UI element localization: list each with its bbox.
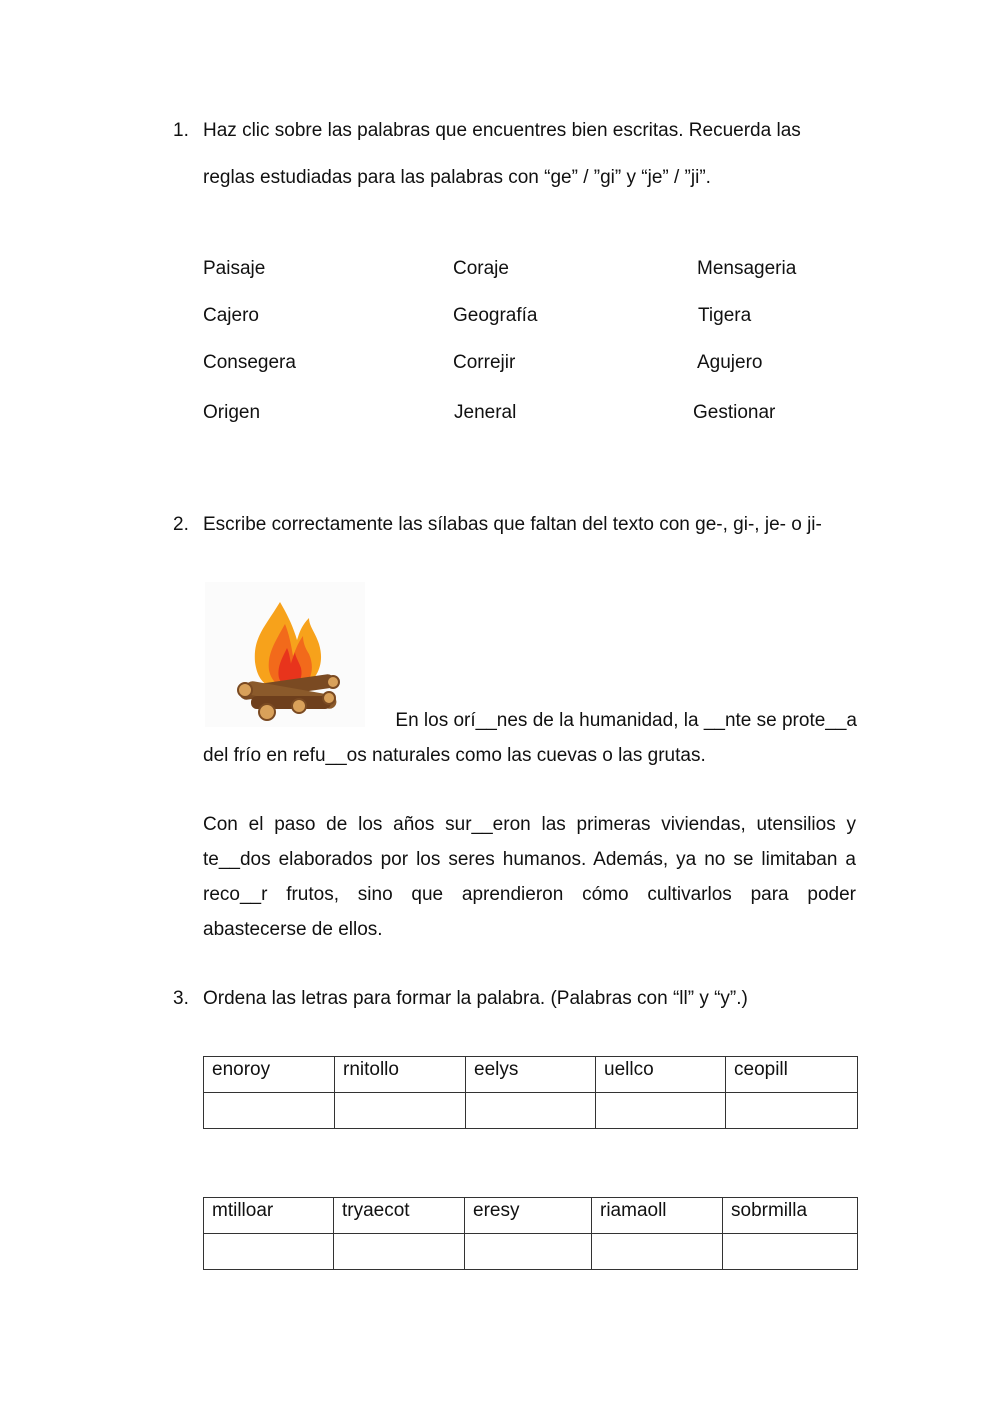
scrambled-word: rnitollo bbox=[335, 1057, 466, 1093]
word-option[interactable]: Cajero bbox=[203, 305, 259, 326]
q3-number: 3. bbox=[173, 988, 189, 1009]
answer-input[interactable] bbox=[596, 1093, 725, 1128]
word-option[interactable]: Tigera bbox=[698, 305, 752, 326]
scramble-row bbox=[204, 1198, 858, 1234]
scrambled-word: uellco bbox=[596, 1057, 726, 1093]
q2-paragraph2: Con el paso de los años sur__eron las primeras viviendas, utensilios y te__dos elaborados por los seres humanos. Además, ya no se limitaban a reco__r frutos, sino que aprendieron cómo cultivarlos para poder abastecerse de ellos. bbox=[203, 814, 856, 940]
scrambled-word: riamaoll bbox=[592, 1198, 723, 1234]
word-option[interactable]: Paisaje bbox=[203, 258, 266, 279]
answer-cell bbox=[592, 1234, 723, 1270]
answer-cell bbox=[723, 1234, 858, 1270]
answer-input[interactable] bbox=[466, 1093, 595, 1128]
answer-input[interactable] bbox=[334, 1234, 464, 1269]
q2-text-line1: En los orí__nes de la humanidad, la __nte se prote__a bbox=[395, 710, 857, 731]
scramble-table-2 bbox=[203, 1197, 858, 1270]
answer-cell bbox=[465, 1234, 592, 1270]
answer-cell bbox=[334, 1234, 465, 1270]
q1-instruction-line2: reglas estudiadas para las palabras con “ge” / ”gi” y “je” / ”ji”. bbox=[203, 167, 711, 188]
scrambled-word: ceopill bbox=[726, 1057, 858, 1093]
q1-number: 1. bbox=[173, 120, 189, 141]
campfire-image bbox=[205, 582, 365, 727]
answer-cell bbox=[466, 1093, 596, 1129]
scrambled-word: mtilloar bbox=[204, 1198, 334, 1234]
answer-cell bbox=[335, 1093, 466, 1129]
q3-instruction: Ordena las letras para formar la palabra. (Palabras con “ll” y “y”.) bbox=[203, 988, 748, 1009]
q2-instruction: Escribe correctamente las sílabas que faltan del texto con ge-, gi-, je- o ji- bbox=[203, 514, 822, 535]
word-option[interactable]: Agujero bbox=[697, 352, 763, 373]
word-option[interactable]: Coraje bbox=[453, 258, 509, 279]
word-option[interactable]: Jeneral bbox=[454, 402, 517, 423]
answer-input[interactable] bbox=[723, 1234, 857, 1269]
scrambled-word: tryaecot bbox=[334, 1198, 465, 1234]
answer-cell bbox=[204, 1234, 334, 1270]
answer-cell bbox=[204, 1093, 335, 1129]
scrambled-word: eresy bbox=[465, 1198, 592, 1234]
answer-input[interactable] bbox=[592, 1234, 722, 1269]
word-option[interactable]: Gestionar bbox=[693, 402, 776, 423]
scrambled-word: sobrmilla bbox=[723, 1198, 858, 1234]
answer-cell bbox=[596, 1093, 726, 1129]
answer-input[interactable] bbox=[465, 1234, 591, 1269]
answer-input[interactable] bbox=[204, 1234, 333, 1269]
scrambled-word: eelys bbox=[466, 1057, 596, 1093]
q2-number: 2. bbox=[173, 514, 189, 535]
answer-input[interactable] bbox=[335, 1093, 465, 1128]
scramble-table-1 bbox=[203, 1056, 858, 1129]
answer-input[interactable] bbox=[204, 1093, 334, 1128]
campfire-icon bbox=[205, 582, 365, 727]
answer-cell bbox=[726, 1093, 858, 1129]
answer-row bbox=[204, 1234, 858, 1270]
scrambled-word: enoroy bbox=[204, 1057, 335, 1093]
word-option[interactable]: Geografía bbox=[453, 305, 538, 326]
word-option[interactable]: Correjir bbox=[453, 352, 516, 373]
q1-instruction bbox=[203, 113, 856, 195]
scramble-row bbox=[204, 1057, 858, 1093]
q1-instruction-line1: Haz clic sobre las palabras que encuentres bien escritas. Recuerda las bbox=[203, 120, 801, 141]
answer-input[interactable] bbox=[726, 1093, 857, 1128]
q2-text-line2: del frío en refu__os naturales como las cuevas o las grutas. bbox=[203, 745, 706, 766]
answer-row bbox=[204, 1093, 858, 1129]
word-option[interactable]: Consegera bbox=[203, 352, 296, 373]
word-option[interactable]: Origen bbox=[203, 402, 261, 423]
word-option[interactable]: Mensageria bbox=[697, 258, 797, 279]
